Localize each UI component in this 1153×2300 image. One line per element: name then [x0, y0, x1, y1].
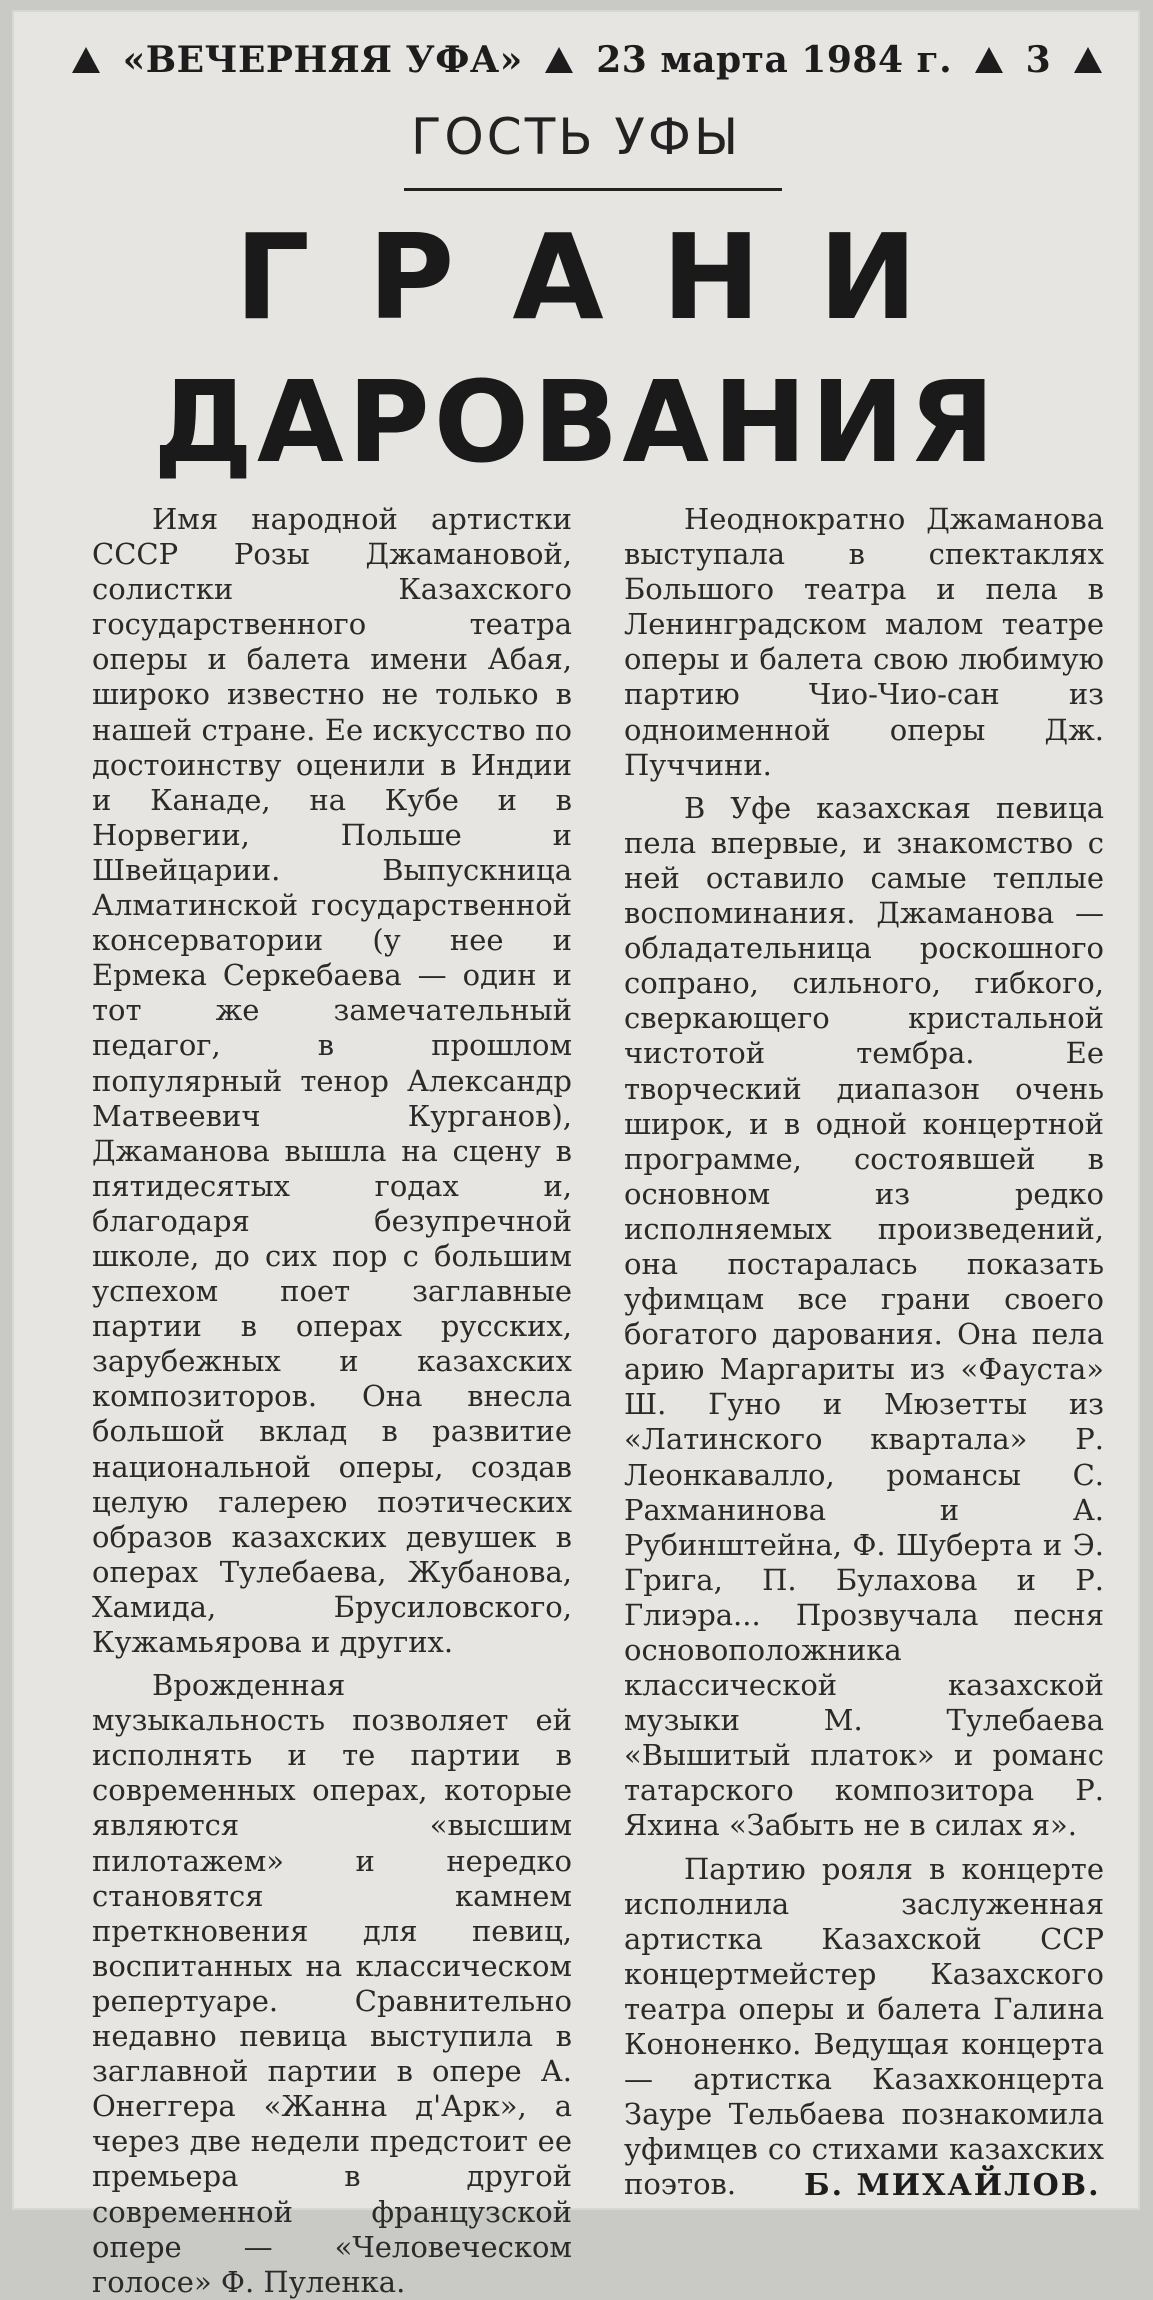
- triangle-ornament-icon: [72, 47, 100, 73]
- paragraph: Неоднократно Джаманова выступала в спектаклях Большого театра и пела в Ленинградском малом театре оперы и балета свою любимую партию Чио-Чио-сан из одноименной оперы Дж. Пуччини.: [624, 502, 1104, 782]
- newspaper-clipping: [12, 10, 1140, 2299]
- article-right-column: [624, 502, 1104, 2203]
- paragraph: Имя народной артистки СССР Розы Джамановой, солистки Казахского государственного театра оперы и балета имени Абая, широко известно не только в нашей стране. Ее искусство по достоинству оценили в Индии и Канаде, на Кубе и в Норвегии, Польше и Швейцарии. Выпускница Алматинской государственной консерватории (у нее и Ермека Серкебаева — один и тот же замечательный педагог, в прошлом популярный тенор Александр Матвеевич Курганов), Джаманова вышла на сцену в пятидесятых годах и, благодаря безупречной школе, до сих пор с большим успехом поет заглавные партии в операх русских, зарубежных и казахских композиторов. Она внесла большой вклад в развитие национальной оперы, создав целую галерею поэтических образов казахских девушек в операх Тулебаева, Жубанова, Хамида, Брусиловского, Кужамьярова и других.: [92, 502, 572, 1659]
- article-left-column: [92, 502, 572, 2300]
- author-signature: Б. МИХАЙЛОВ.: [804, 2168, 1101, 2203]
- rubric-underline: [404, 188, 782, 191]
- triangle-ornament-icon: [545, 47, 573, 73]
- paragraph: В Уфе казахская певица пела впервые, и знакомство с ней оставило самые теплые воспоминания. Джаманова — обладательница роскошного сопрано, сильного, гибкого, сверкающего кристальной чистотой тембра. Ее творческий диапазон очень широк, и в одной концертной программе, состоявшей в основном из редко исполняемых произведений, она постаралась показать уфимцам все грани своего богатого дарования. Она пела арию Маргариты из «Фауста» Ш. Гуно и Мюзетты из «Латинского квартала» Р. Леонкавалло, романсы С. Рахманинова и А. Рубинштейна, Ф. Шуберта и Э. Грига, П. Булахова и Р. Глиэра... Прозвучала песня основоположника классической казахской музыки М. Тулебаева «Вышитый платок» и романс татарского композитора Р. Яхина «Забыть не в силах я».: [624, 790, 1104, 1843]
- triangle-ornament-icon: [1074, 47, 1102, 73]
- paragraph: Врожденная музыкальность позволяет ей исполнять и те партии в современных операх, которые являются «высшим пилотажем» и нередко становятся камнем преткновения для певиц, воспитанных на классическом репертуаре. Сравнительно недавно певица выступила в заглавной партии в опере А. Онеггера «Жанна д'Арк», а через две недели предстоит ее премьера в другой современной французской опере — «Человеческом голосе» Ф. Пуленка.: [92, 1668, 572, 2299]
- page-number: 3: [1025, 39, 1052, 81]
- masthead-line: [72, 32, 1102, 88]
- triangle-ornament-icon: [975, 47, 1003, 73]
- paragraph: Партию рояля в концерте исполнила заслуженная артистка Казахской ССР концертмейстер Казахского театра оперы и балета Галина Кононенко. Ведущая концерта — артистка Казахконцерта Зауре Тельбаева познакомила уфимцев со стихами казахских поэтов.: [624, 1851, 1104, 2202]
- newspaper-name: «ВЕЧЕРНЯЯ УФА»: [122, 39, 523, 81]
- article-title-line-2: ДАРОВАНИЯ: [153, 358, 999, 488]
- issue-date: 23 марта 1984 г.: [596, 39, 953, 81]
- rubric-heading: ГОСТЬ УФЫ: [410, 108, 742, 166]
- article-title-line-1: ГРАНИ: [234, 208, 976, 346]
